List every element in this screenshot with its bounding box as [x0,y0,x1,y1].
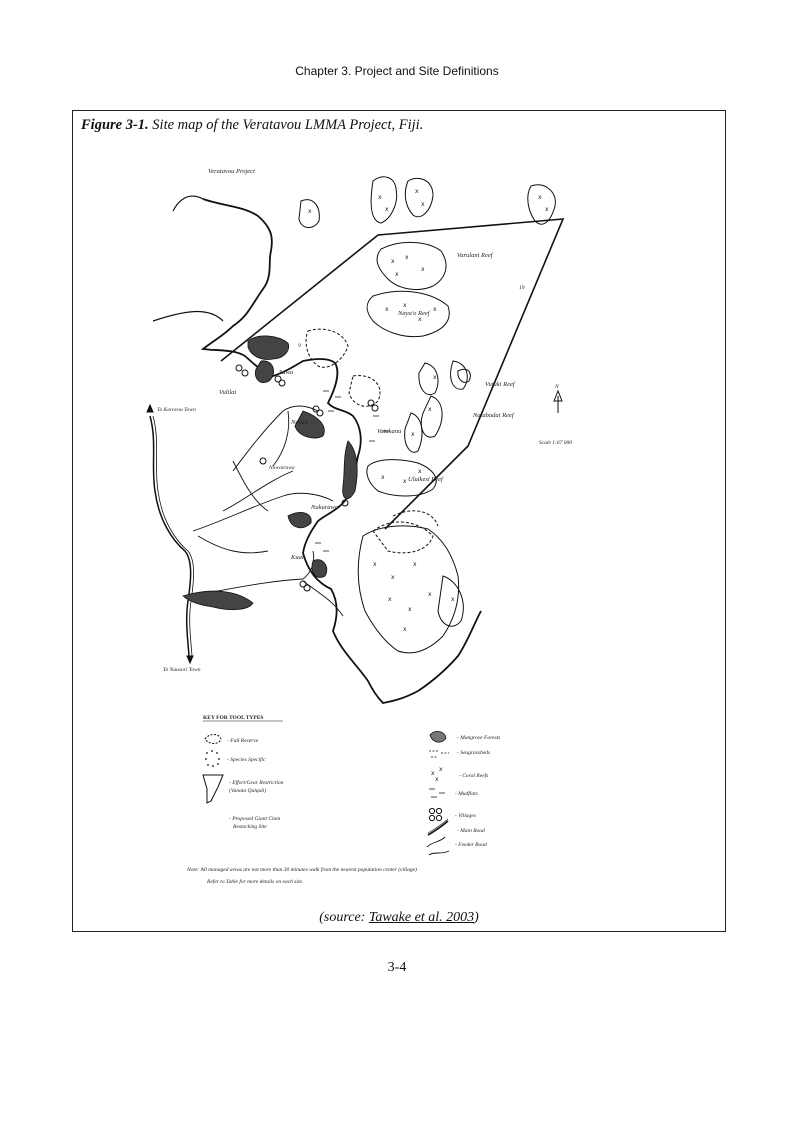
key-full-reserve-symbol [205,735,221,744]
svg-text:x: x [433,374,437,381]
key-species-specific-symbol [205,750,220,767]
svg-text:x: x [538,194,542,201]
source-authors: Tawake et al. 2003 [368,910,475,925]
key-villages: - Villages [455,813,476,819]
svg-text:x: x [395,271,399,278]
coral-reefs [299,177,555,653]
map-scale: Scale 1:67 000 [539,440,572,446]
mangrove-forests [183,336,357,610]
map-label-9: 9 [298,343,301,349]
key-effort-gear: - Effort/Gear Restriction [229,780,284,786]
map-label-to-nausori: To Nausori Town [163,667,201,673]
map-label-kual: Kual [291,554,304,561]
figure-caption: Site map of the Veratavou LMMA Project, Fiji. [152,117,424,133]
svg-text:x: x [439,766,443,773]
chapter-header: Chapter 3. Project and Site Definitions [295,64,499,78]
map-label-natabadai-reef: Natabadai Reef [473,412,514,419]
svg-text:x: x [391,574,395,581]
svg-text:x: x [385,206,389,213]
key-effort-gear-symbol [203,775,223,803]
site-map [73,111,725,901]
page-number: 3-4 [387,960,407,975]
river-west-arm [173,196,203,211]
map-label-nayalo-reef: Naya'o Reef [398,310,430,317]
north-label: N [555,384,559,390]
map-label-vatukana: Vatukana [377,428,402,435]
key-main-road: - Main Road [457,828,485,834]
svg-text:x: x [418,468,422,475]
key-note-line2: Refer to Table for more details on each site. [207,879,304,885]
svg-text:x: x [405,254,409,261]
key-note-line1: Note: All managed areas are not more than 30 minutes walk from the nearest population center (village) [187,867,417,873]
svg-text:x: x [545,206,549,213]
svg-text:x: x [433,306,437,313]
svg-text:x: x [403,626,407,633]
key-main-road-symbol [428,819,448,835]
map-project-label: Veratavou Project [208,168,255,175]
map-label-19: 19 [519,285,525,291]
svg-text:x: x [308,208,312,215]
figure-label: Figure 3-1. [81,117,149,133]
map-label-varulani-reef: Varulani Reef [457,252,493,259]
svg-text:x: x [408,606,412,613]
key-giant-clam: - Proposed Giant Clam [229,816,281,822]
svg-text:x: x [431,770,435,777]
svg-text:x: x [373,561,377,568]
key-mudflat: - Mudflats [455,791,478,797]
svg-text:x: x [451,596,455,603]
key-giant-clam-sub: Restocking Site [233,824,267,830]
map-label-sawa: Sawa [279,369,294,376]
svg-text:x: x [428,406,432,413]
svg-text:x: x [415,188,419,195]
source-prefix: (source: [319,910,369,925]
key-coral: - Coral Reefs [459,773,489,779]
svg-text:x: x [421,266,425,273]
svg-text:x: x [418,316,422,323]
map-label-uluikesi-reef: Uluikesi Reef [408,476,443,483]
svg-text:x: x [391,258,395,265]
svg-text:x: x [421,201,425,208]
map-label-nawairawa: Nawairawa [269,465,295,471]
key-feeder-road: - Feeder Road [455,842,487,848]
svg-text:x: x [428,591,432,598]
map-label-vujuki-reef: Vujuki Reef [485,381,515,388]
map-label-naisia: Naisia [291,419,308,426]
map-label-vulilai: Vulilai [219,389,237,396]
key-full-reserve: - Full Reserve [227,738,259,744]
svg-text:x: x [403,478,407,485]
svg-text:x: x [411,431,415,438]
key-mangrove-symbol [430,731,446,742]
map-label-nukurawa: Nukurawa [311,504,339,511]
svg-text:x: x [435,776,439,783]
key-feeder-road-symbol [427,837,449,855]
source-suffix: ) [474,910,479,925]
map-label-to-korovou: To Korovou Town [157,407,196,413]
key-seagrass-symbol [429,751,449,757]
key-coral-symbol [431,766,443,783]
svg-text:x: x [385,306,389,313]
svg-text:x: x [378,194,382,201]
svg-text:x: x [403,302,407,309]
svg-text:x: x [381,474,385,481]
coastline [203,199,481,703]
key-village-symbol [429,808,441,820]
svg-text:x: x [388,596,392,603]
svg-text:x: x [413,561,417,568]
figure-source [73,910,725,926]
key-species-specific: - Species Specific [227,757,266,763]
north-arrow-icon [554,391,562,413]
main-road [150,416,191,656]
figure-frame [72,110,726,932]
key-seagrass: - Seagrassbeds [457,750,491,756]
key-mangrove: - Mangrove Forests [457,735,501,741]
key-effort-gear-sub: (Vanata Qalqali) [229,788,267,794]
key-mudflat-symbol [429,789,445,797]
river-north [153,312,223,321]
key-title: KEY FOR TOOL TYPES [203,715,264,721]
